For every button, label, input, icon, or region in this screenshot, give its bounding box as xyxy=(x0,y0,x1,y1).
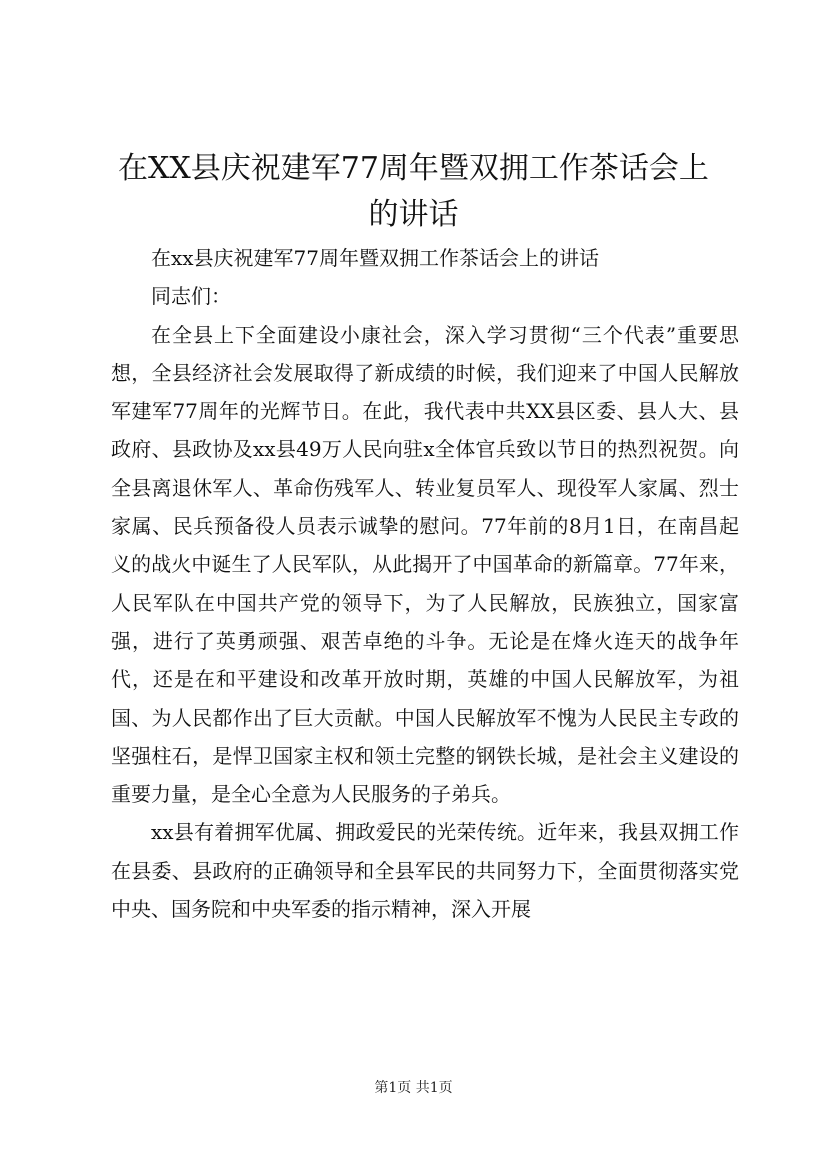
title-line-1: 在XX县庆祝建军77周年暨双拥工作茶话会上 xyxy=(118,151,709,186)
body-paragraph-2: xx县有着拥军优属、拥政爱民的光荣传统。近年来，我县双拥工作在县委、县政府的正确领导和全县军民的共同努力下，全面贯彻落实党中央、国务院和中央军委的指示精神，深入开展 xyxy=(111,820,739,922)
page-number-footer: 第1页 共1页 xyxy=(374,1080,453,1096)
body-paragraph-1: 在全县上下全面建设小康社会，深入学习贯彻“三个代表”重要思想，全县经济社会发展取得了新成绩的时候，我们迎来了中国人民解放军建军77周年的光辉节日。在此，我代表中共XX县区委、县人大、县政府、县政协及xx县49万人民向驻x全体官兵致以节日的热烈祝贺。向全县离退休军人、革命伤残军人、转业复员军人、现役军人家属、烈士家属、民兵预备役人员表示诚挚的慰问。77年前的8月1日，在南昌起义的战火中诞生了人民军队，从此揭开了中国革命的新篇章。77年来，人民军队在中国共产党的领导下，为了人民解放，民族独立，国家富强，进行了英勇顽强、艰苦卓绝的斗争。无论是在烽火连天的战争年代，还是在和平建设和改革开放时期，英雄的中国人民解放军，为祖国、为人民都作出了巨大贡献。中国人民解放军不愧为人民民主专政的坚强柱石，是悍卫国家主权和领土完整的钢铁长城，是社会主义建设的重要力量，是全心全意为人民服务的子弟兵。 xyxy=(111,322,739,807)
document-body xyxy=(111,239,739,928)
subtitle-paragraph: 在xx县庆祝建军77周年暨双拥工作茶话会上的讲话 xyxy=(151,246,600,270)
title-line-2: 的讲话 xyxy=(368,197,459,232)
document-title xyxy=(100,146,727,238)
salutation-paragraph: 同志们： xyxy=(151,284,231,309)
